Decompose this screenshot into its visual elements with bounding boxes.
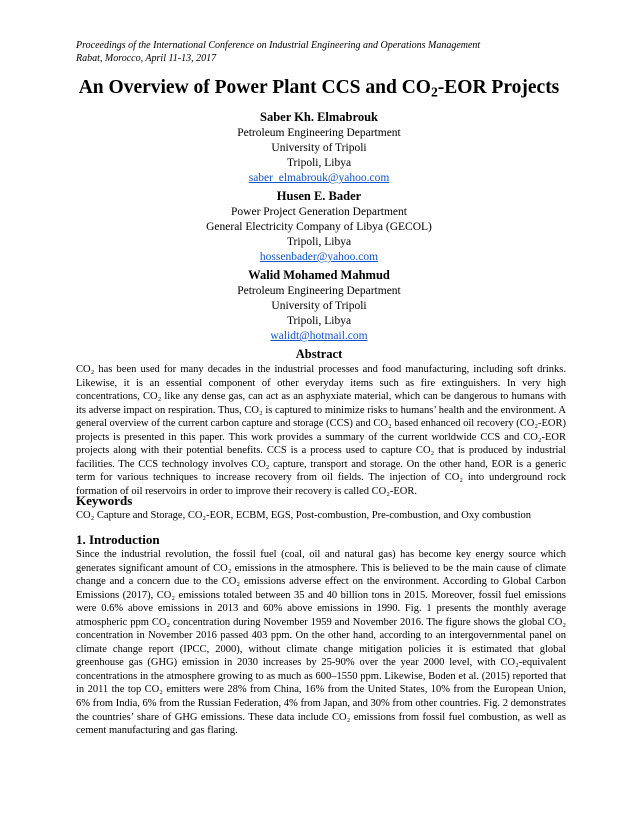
title-subscript: 2 <box>430 84 438 100</box>
author-organization: University of Tripoli <box>271 300 367 312</box>
author-city: Tripoli, Libya <box>286 315 352 327</box>
author-department: Petroleum Engineering Department <box>237 285 401 297</box>
author-name: Husen E. Bader <box>276 189 362 203</box>
header-line-2: Rabat, Morocco, April 11-13, 2017 <box>76 53 217 64</box>
author-organization: General Electricity Company of Libya (GECOL) <box>206 221 432 233</box>
introduction-text: Since the industrial revolution, the fossil fuel (coal, oil and natural gas) has become key energy source which generates significant amount of CO₂ emissions in the atmosphere. This is believed to be the main cause of climate change and a concern due to the CO₂ emissions adverse effect on the environment. According to Global Carbon Emissions (2017), CO₂ emissions totaled between 35 and 40 billion tons in 2015. Moreover, fossil fuel emissions were 0.6% above emissions in 2013 and 60% above emissions in 1990. Fig. 1 presents the monthly average atmospheric ppm CO₂ concentration during November 1959 and November 2016. The figure shows the global CO₂ concentration in November 2016 passed 403 ppm. On the other hand, according to an intergovernmental panel on climate change report (IPCC, 2000), without climate change mitigation policies it is estimated that global greenhouse gas (GHG) emission in 2030 increases by 25-90% over the year 2000 level, with CO₂-equivalent concentrations in the atmosphere growing to as much as 600–1550 ppm. Likewise, Boden et al. (2015) reported that in 2011 the top CO₂ emitters were 28% from China, 16% from the United States, 10% from the European Union, 6% from India, 6% from the Russian Federation, 4% from Japan, and 30% from other countries. Fig. 2 demonstrates the countries’ share of GHG emissions. These data include CO₂ emissions from fossil fuel combustion, as well as cement manufacturing and gas flaring. <box>76 549 566 737</box>
author-department: Power Project Generation Department <box>231 206 407 218</box>
author-email-link[interactable]: walidt@hotmail.com <box>270 330 368 342</box>
author-name: Walid Mohamed Mahmud <box>248 268 390 282</box>
keywords-text: CO₂ Capture and Storage, CO₂-EOR, ECBM, EGS, Post-combustion, Pre-combustion, and Oxy combustion <box>76 510 532 521</box>
title-pre: An Overview of Power Plant CCS and CO <box>78 77 431 98</box>
author-block-3 <box>0 267 638 344</box>
author-department: Petroleum Engineering Department <box>237 127 401 139</box>
abstract-text: CO₂ has been used for many decades in the industrial processes and food manufacturing, including soft drinks. Likewise, it is an essential component of other everyday items such as fire extinguishers. In very high concentrations, CO₂ like any dense gas, can act as an asphyxiate material, which can be dangerous to humans with its adverse impact on respiration. Thus, CO₂ is captured to minimize risks to humans’ health and the environment. A general overview of the current carbon capture and storage (CCS) and CO₂ based enhanced oil recovery (CO₂-EOR) projects is presented in this paper. This work provides a summary of the current worldwide CCS and CO₂-EOR projects along with their potential benefits. CCS is a process used to capture CO₂ that is produced by industrial facilities. The CCS technology involves CO₂ capture, transport and storage. On the other hand, EOR is a generic term for various techniques to increase recovery from oil fields. The injection of CO₂ into underground rock formation of oil reservoirs in order to improve their recovery is called CO₂-EOR. <box>76 364 566 497</box>
author-organization: University of Tripoli <box>271 142 367 154</box>
author-name: Saber Kh. Elmabrouk <box>260 110 378 124</box>
author-email-link[interactable]: hossenbader@yahoo.com <box>259 251 379 263</box>
introduction-heading: 1. Introduction <box>76 532 160 547</box>
keywords-heading: Keywords <box>76 493 133 508</box>
author-email-link[interactable]: saber_elmabrouk@yahoo.com <box>248 172 390 184</box>
proceedings-header <box>76 39 576 65</box>
author-city: Tripoli, Libya <box>286 236 352 248</box>
title-post: -EOR Projects <box>437 77 560 98</box>
paper-title <box>0 77 638 99</box>
author-block-1 <box>0 109 638 186</box>
author-city: Tripoli, Libya <box>286 157 352 169</box>
author-block-2 <box>0 188 638 265</box>
header-line-1: Proceedings of the International Conference on Industrial Engineering and Operations Management <box>76 40 481 51</box>
abstract-heading: Abstract <box>295 347 343 361</box>
